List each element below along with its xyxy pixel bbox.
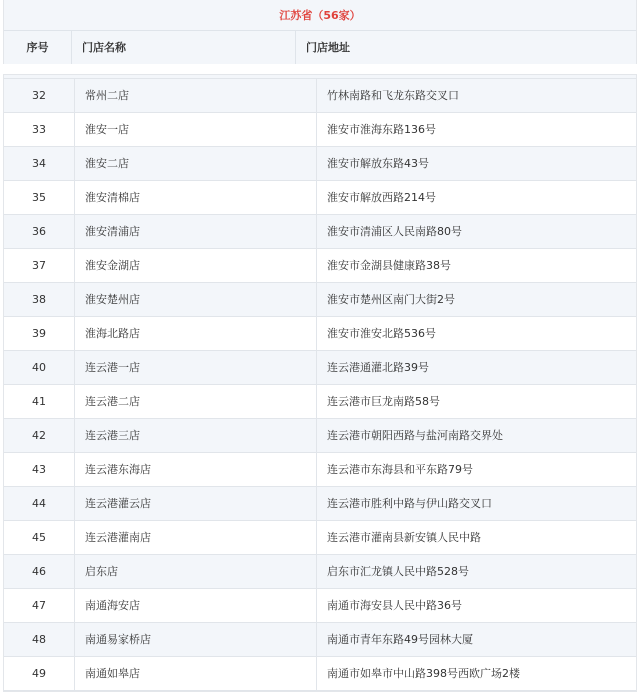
table-row [4, 657, 636, 691]
cell-store-name: 连云港二店 [75, 385, 317, 418]
cell-store-address: 启东市汇龙镇人民中路528号 [327, 565, 469, 578]
cell-no: 33 [4, 113, 75, 146]
cell-store-address: 连云港市朝阳西路与盐河南路交界处 [327, 429, 503, 442]
province-title: 江苏省（56家） [4, 0, 636, 31]
cell-store-name: 连云港一店 [75, 351, 317, 384]
cell-store-address: 连云港市巨龙南路58号 [327, 395, 440, 408]
cell-no: 35 [4, 181, 75, 214]
cell-store-name: 淮安清棉店 [75, 181, 317, 214]
cell-no: 32 [4, 79, 75, 112]
cell-store-name: 连云港东海店 [75, 453, 317, 486]
cell-store-name: 常州二店 [75, 79, 317, 112]
table-row [4, 317, 636, 351]
cell-store-address: 南通市青年东路49号园林大厦 [327, 633, 473, 646]
table-row [4, 623, 636, 657]
cell-no: 41 [4, 385, 75, 418]
table-body [4, 79, 636, 691]
column-header-no: 序号 [4, 31, 72, 64]
cell-no: 39 [4, 317, 75, 350]
cell-store-address: 淮安市淮安北路536号 [327, 327, 436, 340]
cell-store-name: 连云港灌云店 [75, 487, 317, 520]
table-row [4, 181, 636, 215]
table-row [4, 487, 636, 521]
table-row [4, 147, 636, 181]
cell-store-name: 淮安二店 [75, 147, 317, 180]
cell-store-name: 连云港三店 [75, 419, 317, 452]
table-row [4, 589, 636, 623]
table-row [4, 453, 636, 487]
cell-no: 49 [4, 657, 75, 690]
cell-store-name: 南通如皋店 [75, 657, 317, 690]
table-row [4, 215, 636, 249]
column-header-address: 门店地址 [306, 41, 350, 54]
cell-no: 43 [4, 453, 75, 486]
cell-no: 34 [4, 147, 75, 180]
cell-no: 44 [4, 487, 75, 520]
cell-store-name: 南通易家桥店 [75, 623, 317, 656]
cell-store-address: 淮安市金湖县健康路38号 [327, 259, 451, 272]
cell-no: 36 [4, 215, 75, 248]
cell-store-address: 连云港通灌北路39号 [327, 361, 429, 374]
cell-store-name: 淮安金湖店 [75, 249, 317, 282]
table-row [4, 249, 636, 283]
table-row [4, 113, 636, 147]
cell-store-name: 淮安一店 [75, 113, 317, 146]
cell-store-address: 淮安市解放西路214号 [327, 191, 436, 204]
table-row [4, 385, 636, 419]
cell-store-name: 启东店 [75, 555, 317, 588]
store-table [3, 74, 637, 692]
cell-store-name: 淮安楚州店 [75, 283, 317, 316]
cell-no: 40 [4, 351, 75, 384]
cell-no: 48 [4, 623, 75, 656]
table-row [4, 79, 636, 113]
cell-store-name: 连云港灌南店 [75, 521, 317, 554]
table-row [4, 555, 636, 589]
cell-no: 42 [4, 419, 75, 452]
table-row [4, 419, 636, 453]
cell-store-name: 南通海安店 [75, 589, 317, 622]
cell-store-address: 淮安市解放东路43号 [327, 157, 429, 170]
cell-store-address: 南通市如皋市中山路398号西欧广场2楼 [327, 667, 520, 680]
cell-store-name: 淮海北路店 [75, 317, 317, 350]
cell-no: 45 [4, 521, 75, 554]
cell-store-address: 淮安市楚州区南门大街2号 [327, 293, 455, 306]
column-header-row [4, 31, 636, 64]
cell-no: 47 [4, 589, 75, 622]
cell-store-address: 淮安市淮海东路136号 [327, 123, 436, 136]
cell-store-name: 淮安清浦店 [75, 215, 317, 248]
cell-store-address: 连云港市灌南县新安镇人民中路 [327, 531, 481, 544]
cell-no: 38 [4, 283, 75, 316]
cell-no: 46 [4, 555, 75, 588]
table-row [4, 283, 636, 317]
cell-store-address: 连云港市东海县和平东路79号 [327, 463, 473, 476]
table-header-card [3, 0, 637, 64]
column-header-name: 门店名称 [72, 31, 296, 64]
cell-no: 37 [4, 249, 75, 282]
table-row [4, 521, 636, 555]
table-row [4, 351, 636, 385]
cell-store-address: 竹林南路和飞龙东路交叉口 [327, 89, 459, 102]
cell-store-address: 连云港市胜利中路与伊山路交叉口 [327, 497, 492, 510]
cell-store-address: 南通市海安县人民中路36号 [327, 599, 462, 612]
cell-store-address: 淮安市清浦区人民南路80号 [327, 225, 462, 238]
